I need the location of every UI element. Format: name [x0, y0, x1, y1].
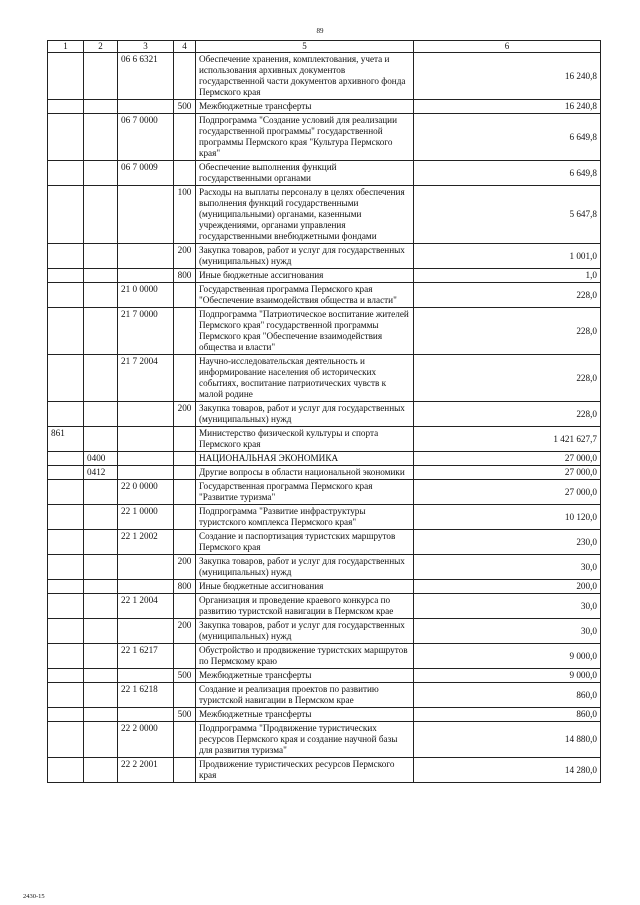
description-cell: НАЦИОНАЛЬНАЯ ЭКОНОМИКА	[196, 452, 414, 466]
section-code-cell	[84, 683, 118, 708]
expense-type-cell	[174, 283, 196, 308]
target-article-cell	[118, 100, 174, 114]
section-code-cell	[84, 402, 118, 427]
amount-cell: 10 120,0	[414, 505, 601, 530]
ministry-code-cell	[48, 308, 84, 355]
table-body	[48, 53, 601, 783]
target-article-cell: 22 1 2004	[118, 594, 174, 619]
table-row	[48, 480, 601, 505]
expense-type-cell: 500	[174, 708, 196, 722]
description-cell: Подпрограмма "Патриотическое воспитание жителей Пермского края" государственной программы Пермского края "Обеспечение взаимодействия общества и власти"	[196, 308, 414, 355]
target-article-cell: 22 0 0000	[118, 480, 174, 505]
table-row	[48, 186, 601, 244]
expense-type-cell	[174, 452, 196, 466]
amount-cell: 16 240,8	[414, 100, 601, 114]
amount-cell: 5 647,8	[414, 186, 601, 244]
target-article-cell: 22 2 2001	[118, 758, 174, 783]
table-row	[48, 269, 601, 283]
amount-cell: 14 880,0	[414, 722, 601, 758]
section-code-cell	[84, 53, 118, 100]
table-row	[48, 505, 601, 530]
expense-type-cell	[174, 53, 196, 100]
description-cell: Подпрограмма "Развитие инфраструктуры туристского комплекса Пермского края"	[196, 505, 414, 530]
section-code-cell	[84, 530, 118, 555]
target-article-cell	[118, 244, 174, 269]
table-row	[48, 722, 601, 758]
amount-cell: 30,0	[414, 594, 601, 619]
table-row	[48, 402, 601, 427]
expense-type-cell	[174, 644, 196, 669]
ministry-code-cell	[48, 530, 84, 555]
expense-type-cell	[174, 427, 196, 452]
section-code-cell	[84, 758, 118, 783]
description-cell: Закупка товаров, работ и услуг для государственных (муниципальных) нужд	[196, 555, 414, 580]
table-row	[48, 758, 601, 783]
expense-type-cell	[174, 594, 196, 619]
amount-cell: 9 000,0	[414, 669, 601, 683]
header-cell: 4	[174, 41, 196, 53]
target-article-cell	[118, 427, 174, 452]
expense-type-cell	[174, 466, 196, 480]
ministry-code-cell	[48, 722, 84, 758]
section-code-cell	[84, 555, 118, 580]
section-code-cell	[84, 505, 118, 530]
section-code-cell	[84, 283, 118, 308]
ministry-code-cell	[48, 244, 84, 269]
ministry-code-cell	[48, 480, 84, 505]
expense-type-cell: 200	[174, 555, 196, 580]
expense-type-cell: 500	[174, 669, 196, 683]
target-article-cell: 06 7 0000	[118, 114, 174, 161]
target-article-cell	[118, 555, 174, 580]
table-row	[48, 644, 601, 669]
description-cell: Иные бюджетные ассигнования	[196, 269, 414, 283]
target-article-cell: 22 1 6218	[118, 683, 174, 708]
expense-type-cell	[174, 161, 196, 186]
table-row	[48, 466, 601, 480]
table-row	[48, 452, 601, 466]
description-cell: Государственная программа Пермского края "Развитие туризма"	[196, 480, 414, 505]
expense-type-cell: 800	[174, 269, 196, 283]
table-row	[48, 580, 601, 594]
target-article-cell	[118, 580, 174, 594]
ministry-code-cell	[48, 114, 84, 161]
section-code-cell	[84, 100, 118, 114]
expense-type-cell	[174, 683, 196, 708]
target-article-cell	[118, 466, 174, 480]
description-cell: Организация и проведение краевого конкурса по развитию туристской навигации в Пермском крае	[196, 594, 414, 619]
ministry-code-cell	[48, 466, 84, 480]
ministry-code-cell	[48, 355, 84, 402]
amount-cell: 14 280,0	[414, 758, 601, 783]
amount-cell: 230,0	[414, 530, 601, 555]
ministry-code-cell: 861	[48, 427, 84, 452]
ministry-code-cell	[48, 555, 84, 580]
section-code-cell	[84, 186, 118, 244]
target-article-cell: 22 1 2002	[118, 530, 174, 555]
description-cell: Другие вопросы в области национальной экономики	[196, 466, 414, 480]
section-code-cell	[84, 355, 118, 402]
expense-type-cell	[174, 722, 196, 758]
description-cell: Создание и паспортизация туристских маршрутов Пермского края	[196, 530, 414, 555]
target-article-cell: 21 0 0000	[118, 283, 174, 308]
table-row	[48, 619, 601, 644]
table-row	[48, 161, 601, 186]
target-article-cell: 22 1 0000	[118, 505, 174, 530]
amount-cell: 228,0	[414, 283, 601, 308]
expense-type-cell	[174, 530, 196, 555]
ministry-code-cell	[48, 594, 84, 619]
ministry-code-cell	[48, 683, 84, 708]
table-row	[48, 244, 601, 269]
header-cell: 5	[196, 41, 414, 53]
table-row	[48, 308, 601, 355]
description-cell: Продвижение туристических ресурсов Пермского края	[196, 758, 414, 783]
description-cell: Создание и реализация проектов по развитию туристской навигации в Пермском крае	[196, 683, 414, 708]
section-code-cell	[84, 708, 118, 722]
expense-type-cell: 100	[174, 186, 196, 244]
amount-cell: 200,0	[414, 580, 601, 594]
target-article-cell: 06 7 0009	[118, 161, 174, 186]
description-cell: Научно-исследовательская деятельность и информирование населения об исторических событиях, воспитание патриотических чувств к малой родине	[196, 355, 414, 402]
ministry-code-cell	[48, 580, 84, 594]
ministry-code-cell	[48, 283, 84, 308]
description-cell: Обеспечение выполнения функций государственными органами	[196, 161, 414, 186]
target-article-cell: 21 7 0000	[118, 308, 174, 355]
description-cell: Государственная программа Пермского края "Обеспечение взаимодействия общества и власти"	[196, 283, 414, 308]
description-cell: Межбюджетные трансферты	[196, 100, 414, 114]
section-code-cell: 0412	[84, 466, 118, 480]
expense-type-cell: 500	[174, 100, 196, 114]
target-article-cell	[118, 669, 174, 683]
ministry-code-cell	[48, 100, 84, 114]
amount-cell: 27 000,0	[414, 466, 601, 480]
section-code-cell	[84, 594, 118, 619]
table-row	[48, 594, 601, 619]
ministry-code-cell	[48, 452, 84, 466]
ministry-code-cell	[48, 402, 84, 427]
expense-type-cell	[174, 480, 196, 505]
table-row	[48, 555, 601, 580]
header-cell: 1	[48, 41, 84, 53]
description-cell: Расходы на выплаты персоналу в целях обеспечения выполнения функций государственными (муниципальными) органами, казенными учреждениями, органами управления государственными внебюджетными фондами	[196, 186, 414, 244]
page-number: 89	[316, 27, 324, 35]
expense-type-cell: 200	[174, 244, 196, 269]
section-code-cell	[84, 580, 118, 594]
amount-cell: 30,0	[414, 555, 601, 580]
amount-cell: 860,0	[414, 683, 601, 708]
target-article-cell	[118, 269, 174, 283]
section-code-cell	[84, 644, 118, 669]
ministry-code-cell	[48, 269, 84, 283]
ministry-code-cell	[48, 161, 84, 186]
amount-cell: 1 421 627,7	[414, 427, 601, 452]
description-cell: Обеспечение хранения, комплектования, учета и использования архивных документов государственной части документов архивного фонда Пермского края	[196, 53, 414, 100]
section-code-cell	[84, 722, 118, 758]
ministry-code-cell	[48, 53, 84, 100]
table-row	[48, 683, 601, 708]
table-header-row	[48, 41, 601, 53]
section-code-cell	[84, 114, 118, 161]
expense-type-cell	[174, 114, 196, 161]
amount-cell: 6 649,8	[414, 161, 601, 186]
target-article-cell	[118, 708, 174, 722]
section-code-cell	[84, 269, 118, 283]
target-article-cell: 21 7 2004	[118, 355, 174, 402]
amount-cell: 228,0	[414, 355, 601, 402]
description-cell: Министерство физической культуры и спорта Пермского края	[196, 427, 414, 452]
table-row	[48, 283, 601, 308]
target-article-cell	[118, 619, 174, 644]
budget-table	[47, 40, 601, 783]
description-cell: Закупка товаров, работ и услуг для государственных (муниципальных) нужд	[196, 402, 414, 427]
table-row	[48, 114, 601, 161]
table-row	[48, 530, 601, 555]
target-article-cell	[118, 186, 174, 244]
description-cell: Подпрограмма "Продвижение туристических ресурсов Пермского края и создание научной базы для развития туризма"	[196, 722, 414, 758]
section-code-cell	[84, 480, 118, 505]
expense-type-cell	[174, 758, 196, 783]
table-row	[48, 708, 601, 722]
amount-cell: 860,0	[414, 708, 601, 722]
expense-type-cell	[174, 308, 196, 355]
target-article-cell	[118, 402, 174, 427]
amount-cell: 1,0	[414, 269, 601, 283]
section-code-cell	[84, 161, 118, 186]
description-cell: Межбюджетные трансферты	[196, 669, 414, 683]
description-cell: Иные бюджетные ассигнования	[196, 580, 414, 594]
section-code-cell	[84, 619, 118, 644]
expense-type-cell	[174, 505, 196, 530]
header-cell: 6	[414, 41, 601, 53]
amount-cell: 228,0	[414, 402, 601, 427]
section-code-cell: 0400	[84, 452, 118, 466]
footer-code: 2430-15	[23, 893, 45, 900]
table-row	[48, 355, 601, 402]
amount-cell: 16 240,8	[414, 53, 601, 100]
target-article-cell: 06 6 6321	[118, 53, 174, 100]
section-code-cell	[84, 308, 118, 355]
description-cell: Подпрограмма "Создание условий для реализации государственной программы" государственной программы Пермского края "Культура Пермского края"	[196, 114, 414, 161]
description-cell: Межбюджетные трансферты	[196, 708, 414, 722]
amount-cell: 9 000,0	[414, 644, 601, 669]
amount-cell: 27 000,0	[414, 452, 601, 466]
ministry-code-cell	[48, 619, 84, 644]
section-code-cell	[84, 427, 118, 452]
table-row	[48, 100, 601, 114]
amount-cell: 6 649,8	[414, 114, 601, 161]
table-row	[48, 427, 601, 452]
table-row	[48, 669, 601, 683]
expense-type-cell: 200	[174, 619, 196, 644]
expense-type-cell	[174, 355, 196, 402]
ministry-code-cell	[48, 186, 84, 244]
description-cell: Обустройство и продвижение туристских маршрутов по Пермскому краю	[196, 644, 414, 669]
ministry-code-cell	[48, 505, 84, 530]
amount-cell: 1 001,0	[414, 244, 601, 269]
expense-type-cell: 200	[174, 402, 196, 427]
section-code-cell	[84, 669, 118, 683]
target-article-cell: 22 2 0000	[118, 722, 174, 758]
amount-cell: 27 000,0	[414, 480, 601, 505]
ministry-code-cell	[48, 669, 84, 683]
target-article-cell	[118, 452, 174, 466]
amount-cell: 30,0	[414, 619, 601, 644]
header-cell: 3	[118, 41, 174, 53]
amount-cell: 228,0	[414, 308, 601, 355]
target-article-cell: 22 1 6217	[118, 644, 174, 669]
description-cell: Закупка товаров, работ и услуг для государственных (муниципальных) нужд	[196, 244, 414, 269]
section-code-cell	[84, 244, 118, 269]
ministry-code-cell	[48, 708, 84, 722]
description-cell: Закупка товаров, работ и услуг для государственных (муниципальных) нужд	[196, 619, 414, 644]
ministry-code-cell	[48, 644, 84, 669]
ministry-code-cell	[48, 758, 84, 783]
header-cell: 2	[84, 41, 118, 53]
table-row	[48, 53, 601, 100]
expense-type-cell: 800	[174, 580, 196, 594]
